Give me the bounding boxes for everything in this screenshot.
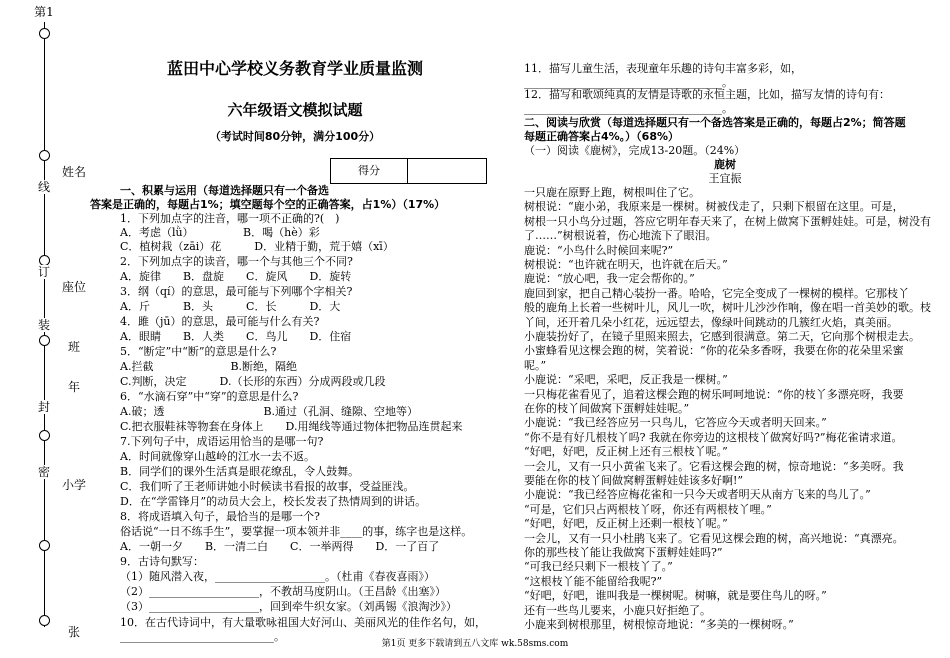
binding-label: 装 bbox=[32, 318, 56, 332]
passage-line: 你的那些枝丫能让我做窝下蛋孵娃娃吗?” bbox=[524, 546, 723, 559]
question-line: ____________________________。 bbox=[120, 630, 285, 643]
question-line: A．时间就像穿山越岭的江水一去不返。 bbox=[120, 450, 315, 463]
passage-line: 小鹿说：“采吧，采吧，反正我是一棵树。” bbox=[524, 373, 728, 387]
passage-line: 一会儿，又有一只小杜鹃飞来了。它看见这棵会跑的树，高兴地说：“真漂亮。 bbox=[524, 531, 904, 545]
binding-label: 第1 bbox=[32, 5, 56, 19]
binding-label: 线 bbox=[32, 180, 56, 194]
binding-label: 座位 bbox=[62, 280, 87, 294]
passage-line: “这根枝丫能不能留给我呢?” bbox=[524, 574, 663, 588]
question-line: A.破；透 B.通过（孔洞、缝隙、空地等） bbox=[120, 405, 419, 418]
passage-line: 小鹿说：“我已经答应另一只鸟儿，它答应今天或者明天回来。” bbox=[524, 416, 827, 430]
passage-line: 还有一些鸟儿要来，小鹿只好拒绝了。 bbox=[524, 603, 711, 617]
exam-info: （考试时间80分钟，满分100分） bbox=[209, 130, 381, 143]
binding-label: 小学 bbox=[62, 478, 87, 492]
passage-line: “好吧，好吧，反正树上还有三根枝丫呢。” bbox=[524, 445, 728, 459]
binding-label: 年 bbox=[62, 380, 86, 394]
passage-line: 一只鹿在原野上跑，树根叫住了它。 bbox=[524, 186, 700, 199]
question-line: （3）____________________，回到牵牛织女家。（刘禹锡《浪淘沙》） bbox=[120, 600, 457, 613]
question-line: A．考虑（lǜ） B．喝（hè）彩 bbox=[120, 226, 320, 239]
passage-line: 呢。” bbox=[524, 358, 547, 372]
passage-line: 11．描写儿童生活，表现童年乐趣的诗句丰富多彩，如， bbox=[524, 62, 802, 75]
question-line: D．在“学雷锋月”的动员大会上，校长发表了热情周到的讲话。 bbox=[120, 495, 427, 508]
section-heading: 每题正确答案占4%。）（68%） bbox=[524, 130, 680, 144]
binding-hole bbox=[39, 615, 50, 626]
score-box bbox=[330, 158, 487, 184]
page-footer: 第1页 更多下载请到五八文库 wk.58sms.com bbox=[381, 639, 569, 649]
passage-line: 树根说：“鹿小弟，我原来是一棵树。树被伐走了，只剩下根留在这里。可是， bbox=[524, 200, 904, 214]
question-line: （2）____________________，不教胡马度阴山。（王昌龄《出塞》） bbox=[120, 585, 446, 598]
binding-label: 姓名 bbox=[62, 165, 87, 179]
question-line: 10．在古代诗词中，有大量歌咏祖国大好河山、美丽风光的佳作名句，如， bbox=[120, 616, 486, 629]
binding-label: 订 bbox=[32, 265, 56, 279]
question-line: （1）随风潜入夜，____________________。（杜甫《春夜喜雨》） bbox=[120, 570, 435, 583]
question-line: 3．纲（qí）的意思，最可能与下列哪个字相关? bbox=[120, 285, 353, 298]
binding-hole bbox=[39, 28, 50, 39]
passage-line: 丫间，还开着几朵小红花，远远望去，像绿叶间跳动的几簇红火焰，真美丽。 bbox=[524, 315, 898, 329]
question-line: A．旋律 B．盘旋 C．旋风 D．旋转 bbox=[120, 270, 352, 283]
passage-line: 12．描写和歌颂纯真的友情是诗歌的永恒主题，比如，描写友情的诗句有： bbox=[524, 88, 890, 101]
passage-line: 一只梅花雀看见了，追着这棵会跑的树乐呵呵地说：“你的枝丫多漂亮呀，我要 bbox=[524, 387, 904, 401]
score-value-cell[interactable] bbox=[408, 159, 486, 183]
passage-line: （一）阅读《鹿树》，完成13-20题。（24%） bbox=[524, 144, 746, 157]
question-line: A.拦截 B.断绝，隔绝 bbox=[120, 360, 298, 373]
question-line: 4．雎（jū）的意思，最可能与什么有关? bbox=[120, 315, 320, 328]
question-line: B．同学们的课外生活真是眼花缭乱，令人鼓舞。 bbox=[120, 465, 360, 478]
question-line: C.判断，决定 D.（长形的东西）分成两段或几段 bbox=[120, 375, 386, 388]
binding-hole bbox=[39, 430, 50, 441]
passage-line: 了……”树根说着，伤心地流下了眼泪。 bbox=[524, 229, 717, 243]
passage-line: 在你的枝丫间做窝下蛋孵娃娃呢。” bbox=[524, 402, 690, 415]
question-line: C.把衣服鞋袜等物套在身体上 D.用绳线等通过物体把物品连贯起来 bbox=[120, 420, 463, 433]
question-line: A．一朝一夕 B．一清二白 C．一举两得 D．一了百了 bbox=[120, 540, 440, 553]
passage-line: 鹿说：“放心吧，我一定会帮你的。” bbox=[524, 272, 695, 286]
binding-label: 班 bbox=[62, 340, 86, 354]
passage-line: ____________________________________。 bbox=[524, 102, 733, 116]
passage-line: “可是，它们只占两根枝丫呀，你还有两根枝丫哩。” bbox=[524, 502, 772, 516]
section-heading: 二、阅读与欣赏（每道选择题只有一个备选答案是正确的，每题占2%；简答题 bbox=[524, 116, 906, 129]
binding-label: 封 bbox=[32, 400, 56, 414]
passage-line: 小蜜蜂看见这棵会跑的树，笑着说：“你的花朵多香呀，我要在你的花朵里采蜜 bbox=[524, 344, 904, 358]
passage-line: 般的鹿角上长着一些树叶儿，风儿一吹，树叶儿沙沙作响，像在唱一首美妙的歌。枝 bbox=[524, 301, 931, 315]
passage-line: “可我已经只剩下一根枝丫了。” bbox=[524, 560, 673, 574]
binding-margin bbox=[0, 0, 90, 658]
passage-line: “你不是有好几根枝丫吗? 我就在你旁边的这根枝丫做窝好吗?”梅花雀请求道。 bbox=[524, 430, 903, 444]
passage-line: 小鹿来到树根那里，树根惊奇地说：“多美的一棵树呀。” bbox=[524, 618, 794, 631]
binding-label: 张 bbox=[62, 625, 86, 639]
binding-hole bbox=[39, 335, 50, 346]
passage-line: 小鹿说：“我已经答应梅花雀和一只今天或者明天从南方飞来的鸟儿了。” bbox=[524, 488, 871, 502]
question-line: 俗话说“一日不练手生”，要掌握一项本领并非____的事，练字也是这样。 bbox=[120, 525, 473, 538]
binding-hole bbox=[39, 540, 50, 551]
question-line: A．眼睛 B．人类 C．鸟儿 D．住宿 bbox=[120, 330, 352, 343]
passage-line: “好吧，好吧，反正树上还剩一根枝丫呢。” bbox=[524, 517, 728, 531]
question-line: 5．“断定”中“断”的意思是什么? bbox=[120, 345, 277, 358]
passage-line: 一会儿，又有一只小黄雀飞来了。它看这棵会跑的树，惊奇地说：“多美呀。我 bbox=[524, 459, 904, 473]
question-line: C．我们听了王老师讲她小时候读书看报的故事，受益匪浅。 bbox=[120, 480, 415, 493]
passage-author: 王宜振 bbox=[708, 172, 742, 186]
passage-line: 树根说：“也许就在明天，也许就在后天。” bbox=[524, 258, 728, 271]
section-heading: 答案是正确的，每题占1%；填空题每个空的正确答案，占1%）（17%） bbox=[90, 198, 446, 211]
passage-line: 树根一只小鸟分过题，答应它明年春天来了，在树上做窝下蛋孵娃娃。可是，树没有 bbox=[524, 214, 931, 228]
binding-hole bbox=[39, 150, 50, 161]
passage-line: 小鹿装扮好了，在镜子里照来照去，它感到很满意。第二天，它向那个树根走去。 bbox=[524, 330, 920, 343]
passage-title: 鹿树 bbox=[714, 158, 736, 171]
binding-label: 密 bbox=[32, 465, 56, 479]
passage-line: “好吧，好吧，谁叫我是一棵树呢。树嘛，就是要住鸟儿的呀。” bbox=[524, 589, 827, 603]
passage-line: 要能在你的枝丫间做窝孵蛋孵娃娃该多好啊!” bbox=[524, 474, 744, 487]
question-line: C．植树栽（zāi）花 D．业精于勤，荒于嬉（xī） bbox=[120, 240, 394, 253]
question-line: 6．“水滴石穿”中“穿”的意思是什么? bbox=[120, 390, 299, 403]
question-line: 8．将成语填入句子，最恰当的是哪一个? bbox=[120, 510, 320, 523]
score-label: 得分 bbox=[331, 159, 408, 183]
passage-line: 鹿回到家，把自己精心装扮一番。哈哈，它完全变成了一棵树的模样。它那枝丫 bbox=[524, 286, 909, 300]
section-heading: 一、积累与运用（每道选择题只有一个备选 bbox=[120, 184, 329, 197]
passage-line: ____________________________________。 bbox=[524, 76, 733, 90]
question-line: A．斤 B．头 C．长 D．大 bbox=[120, 300, 341, 313]
passage-line: 鹿说：“小鸟什么时候回来呢?” bbox=[524, 243, 674, 257]
question-line: 7.下列句子中，成语运用恰当的是哪一句? bbox=[120, 435, 324, 448]
question-line: 9．古诗句默写： bbox=[120, 555, 204, 568]
question-line: 1．下列加点字的注音，哪一项不正确的?( ) bbox=[120, 212, 340, 225]
exam-title: 蓝田中心学校义务教育学业质量监测 bbox=[166, 59, 423, 78]
question-line: 2．下列加点字的读音，哪一个与其他三个不同? bbox=[120, 255, 353, 268]
exam-subtitle: 六年级语文模拟试题 bbox=[227, 101, 363, 119]
